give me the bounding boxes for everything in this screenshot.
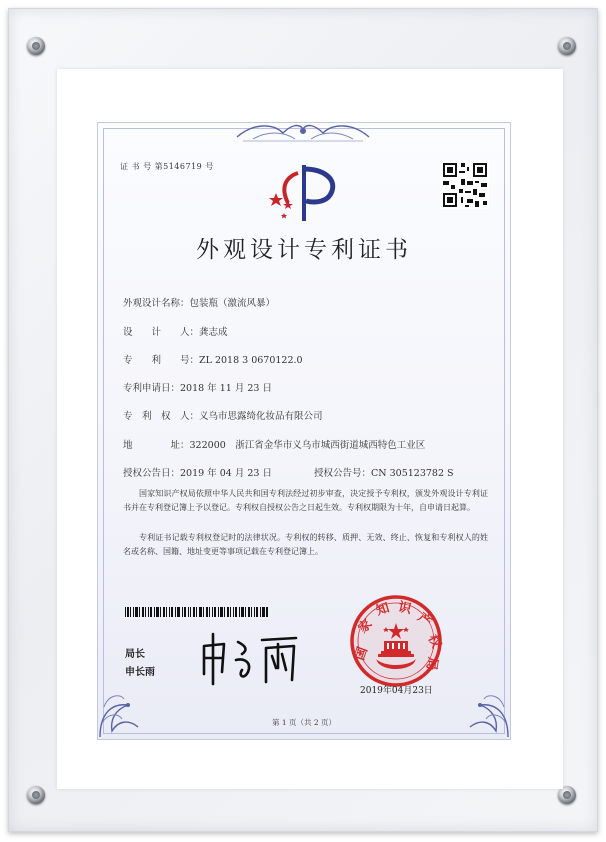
svg-text:国: 国 <box>352 645 371 663</box>
screw-top-left <box>27 37 45 55</box>
publication-number-label: 授权公告号： <box>314 468 372 479</box>
design-name-value: 包装瓶（激流风暴） <box>189 298 276 309</box>
patent-number-value: ZL 2018 3 0670122.0 <box>199 355 303 366</box>
designer-row <box>123 324 228 338</box>
certificate-number: 证 书 号 第5146719 号 <box>120 162 214 171</box>
director-signature-icon <box>198 628 308 688</box>
grant-date-value: 2019 年 04 月 23 日 <box>180 468 272 479</box>
filing-date-value: 2018 年 11 月 23 日 <box>180 383 272 394</box>
svg-text:局: 局 <box>422 655 440 672</box>
director-title: 局长 <box>125 649 145 660</box>
patent-number-row <box>123 352 303 366</box>
designer-value: 龚志成 <box>199 327 228 338</box>
svg-text:知: 知 <box>374 600 392 619</box>
seal-date: 2019年04月23日 <box>360 686 433 696</box>
certificate-title: 外观设计专利证书 <box>196 237 412 263</box>
design-name-label: 外观设计名称： <box>123 298 190 309</box>
svg-text:权: 权 <box>424 632 444 651</box>
grant-date-row <box>123 465 272 479</box>
corner-ornament-bottom-right-icon <box>464 683 510 739</box>
address-label: 地 址： <box>123 440 190 451</box>
grant-date-label: 授权公告日： <box>123 468 181 479</box>
designer-label: 设 计 人： <box>123 327 200 338</box>
patentee-label: 专 利 权 人： <box>123 411 200 422</box>
address-value: 322000 浙江省金华市义乌市城西街道城西特色工业区 <box>189 440 426 451</box>
director-name: 申长雨 <box>125 667 155 678</box>
filing-date-row <box>123 380 272 394</box>
patent-office-logo-icon <box>268 163 340 223</box>
barcode-icon <box>125 607 268 617</box>
patentee-value: 义乌市思露绮化妆品有限公司 <box>199 411 323 422</box>
patent-number-label: 专 利 号： <box>123 355 200 366</box>
legal-status-paragraph: 专利证书记载专利权登记时的法律状况。专利权的转移、质押、无效、终止、恢复和专利权人的姓名或名称、国籍、地址变更等事项记载在专利登记簿上。 <box>123 533 488 556</box>
patent-certificate <box>97 122 511 740</box>
page-number: 第 1 页（共 2 页） <box>271 718 337 727</box>
publication-number-value: CN 305123782 S <box>371 468 454 479</box>
top-ornament-icon <box>233 119 373 145</box>
filing-date-label: 专利申请日： <box>123 383 181 394</box>
screw-top-right <box>558 37 576 55</box>
qr-code-icon <box>441 161 489 209</box>
svg-text:家: 家 <box>355 616 376 637</box>
design-name-row <box>123 295 275 309</box>
official-seal-icon <box>348 593 444 689</box>
svg-text:产: 产 <box>414 610 435 631</box>
svg-text:识: 识 <box>396 599 413 618</box>
screw-bottom-left <box>27 786 45 804</box>
publication-number-row <box>314 465 454 479</box>
corner-ornament-bottom-left-icon <box>98 683 144 739</box>
grant-statement-paragraph: 国家知识产权局依照中华人民共和国专利法经过初步审查，决定授予专利权，颁发外观设计专利证书并在专利登记簿上予以登记。专利权自授权公告之日起生效。专利权期限为十年，自申请日起算。 <box>123 489 488 512</box>
address-row <box>123 437 425 451</box>
patentee-row <box>123 408 323 422</box>
